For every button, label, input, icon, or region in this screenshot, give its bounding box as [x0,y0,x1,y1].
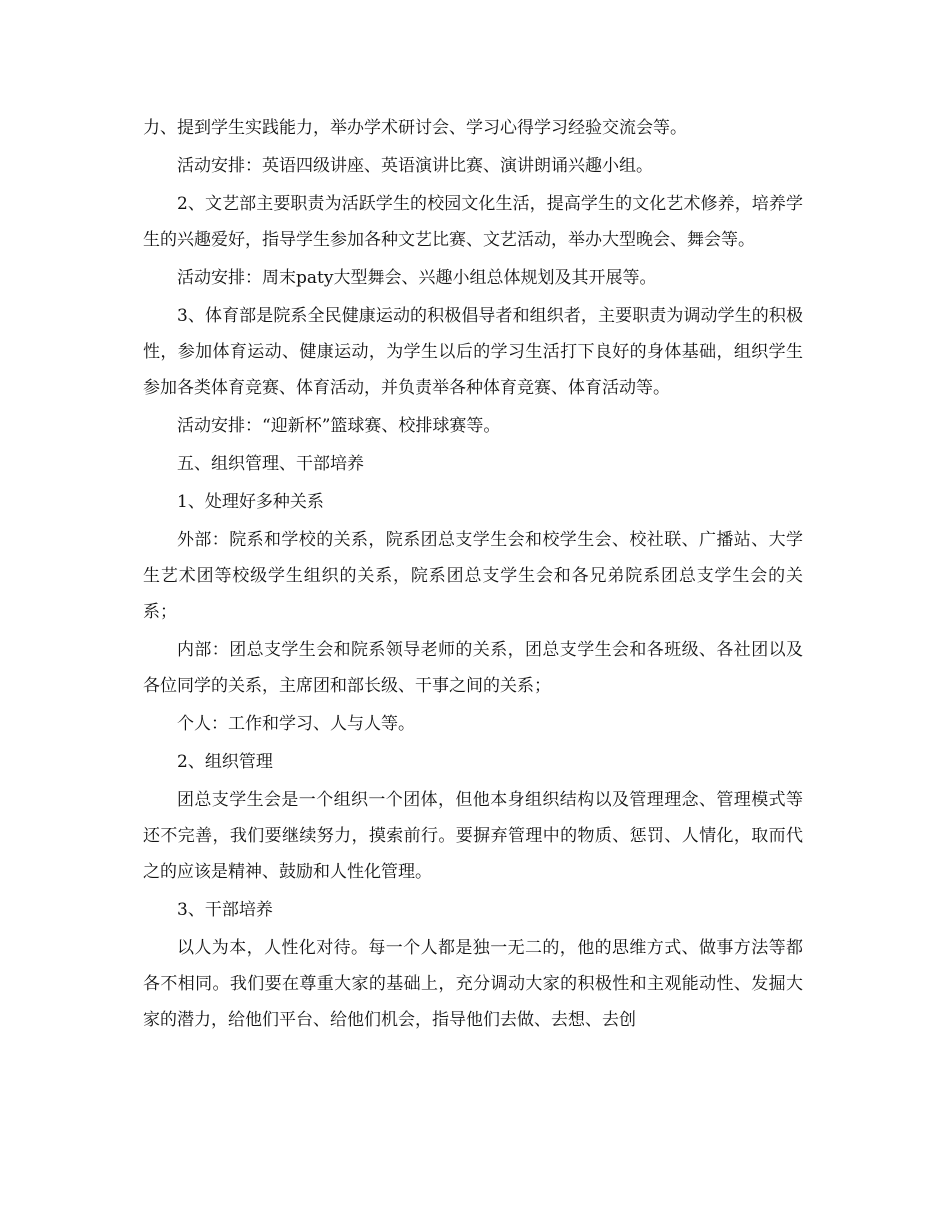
subheading-relationships: 1、处理好多种关系 [177,492,324,512]
subheading-organization: 2、组织管理 [177,752,273,772]
paragraph-cadre-training: 以人为本，人性化对待。每一个人都是独一无二的，他的思维方式、做事方法等都各不相同。我们要在尊重大家的基础上，充分调动大家的积极性和主观能动性、发掘大家的潜力，给他们平台、给他们机会，指导他们去做、去想、去创 [143,938,803,1030]
paragraph-internal: 内部：团总支学生会和院系领导老师的关系，团总支学生会和各班级、各社团以及各位同学的关系，主席团和部长级、干事之间的关系； [143,640,803,696]
paragraph-personal: 个人：工作和学习、人与人等。 [177,714,415,734]
paragraph-arts-department: 2、文艺部主要职责为活跃学生的校园文化生活，提高学生的文化艺术修养，培养学生的兴趣爱好，指导学生参加各种文艺比赛、文艺活动，举办大型晚会、舞会等。 [143,194,803,250]
section-heading-management: 五、组织管理、干部培养 [177,454,364,474]
paragraph-external: 外部：院系和学校的关系，院系团总支学生会和校学生会、校社联、广播站、大学生艺术团等校级学生组织的关系，院系团总支学生会和各兄弟院系团总支学生会的关系； [143,530,803,622]
subheading-cadre-training: 3、干部培养 [177,900,273,920]
paragraph-activity-sports: 活动安排：“迎新杯”篮球赛、校排球赛等。 [177,416,501,436]
document-body [143,110,803,1038]
paragraph-organization: 团总支学生会是一个组织一个团体，但他本身组织结构以及管理理念、管理模式等还不完善，我们要继续努力，摸索前行。要摒弃管理中的物质、惩罚、人情化，取而代之的应该是精神、鼓励和人性化管理。 [143,790,803,882]
paragraph-sports-department: 3、体育部是院系全民健康运动的积极倡导者和组织者，主要职责为调动学生的积极性，参加体育运动、健康运动，为学生以后的学习生活打下良好的身体基础，组织学生参加各类体育竞赛、体育活动，并负责举各种体育竞赛、体育活动等。 [143,306,803,398]
paragraph-activity-arts: 活动安排：周末paty大型舞会、兴趣小组总体规划及其开展等。 [177,268,657,288]
paragraph-continuation: 力、提到学生实践能力，举办学术研讨会、学习心得学习经验交流会等。 [143,118,687,138]
paragraph-activity-english: 活动安排：英语四级讲座、英语演讲比赛、演讲朗诵兴趣小组。 [177,156,653,176]
